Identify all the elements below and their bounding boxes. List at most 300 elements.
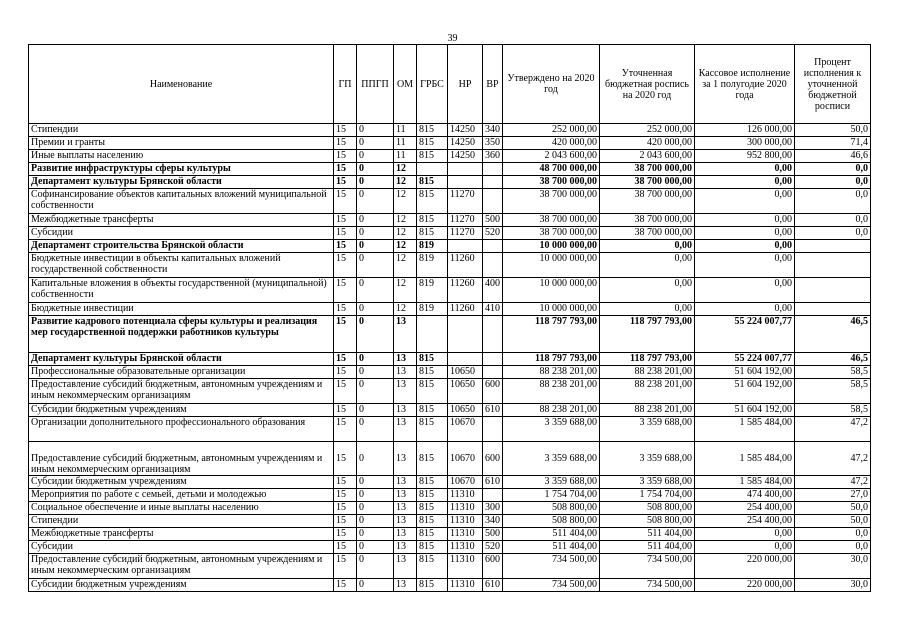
header-gp: ГП bbox=[334, 45, 357, 124]
cell-gp: 15 bbox=[334, 417, 357, 442]
cell-name: Субсидии bbox=[29, 541, 334, 554]
cell-ppgp: 0 bbox=[357, 303, 394, 316]
header-cash: Кассовое исполнение за 1 полугодие 2020 года bbox=[695, 45, 795, 124]
cell-refined: 508 800,00 bbox=[600, 515, 695, 528]
cell-ppgp: 0 bbox=[357, 541, 394, 554]
cell-np bbox=[448, 316, 483, 353]
header-percent: Процент исполнения к уточненной бюджетной росписи bbox=[795, 45, 871, 124]
cell-percent: 46,6 bbox=[795, 150, 871, 163]
cell-name: Стипендии bbox=[29, 124, 334, 137]
cell-gp: 15 bbox=[334, 579, 357, 592]
cell-name: Субсидии bbox=[29, 227, 334, 240]
header-approved: Утверждено на 2020 год bbox=[503, 45, 600, 124]
cell-cash: 126 000,00 bbox=[695, 124, 795, 137]
cell-refined: 0,00 bbox=[600, 253, 695, 278]
cell-grbs: 815 bbox=[417, 476, 448, 489]
cell-ppgp: 0 bbox=[357, 240, 394, 253]
cell-percent: 0,0 bbox=[795, 541, 871, 554]
cell-vr: 520 bbox=[483, 541, 503, 554]
cell-np: 10650 bbox=[448, 404, 483, 417]
cell-vr bbox=[483, 353, 503, 366]
cell-gp: 15 bbox=[334, 442, 357, 476]
cell-cash: 0,00 bbox=[695, 163, 795, 176]
cell-vr bbox=[483, 163, 503, 176]
cell-np bbox=[448, 353, 483, 366]
cell-ppgp: 0 bbox=[357, 124, 394, 137]
cell-grbs: 815 bbox=[417, 379, 448, 404]
table-row bbox=[29, 189, 871, 214]
cell-vr: 350 bbox=[483, 137, 503, 150]
cell-grbs: 815 bbox=[417, 214, 448, 227]
cell-cash: 220 000,00 bbox=[695, 579, 795, 592]
cell-percent: 47,2 bbox=[795, 476, 871, 489]
cell-om: 12 bbox=[394, 214, 417, 227]
cell-om: 12 bbox=[394, 240, 417, 253]
table-row bbox=[29, 176, 871, 189]
cell-percent: 27,0 bbox=[795, 489, 871, 502]
cell-refined: 88 238 201,00 bbox=[600, 366, 695, 379]
cell-percent: 0,0 bbox=[795, 163, 871, 176]
cell-np: 11310 bbox=[448, 502, 483, 515]
cell-om: 11 bbox=[394, 124, 417, 137]
cell-name: Предоставление субсидий бюджетным, автономным учреждениям и иным некоммерческим организациям bbox=[29, 554, 334, 579]
cell-cash: 0,00 bbox=[695, 189, 795, 214]
cell-np: 11270 bbox=[448, 227, 483, 240]
cell-percent: 58,5 bbox=[795, 404, 871, 417]
cell-gp: 15 bbox=[334, 353, 357, 366]
cell-ppgp: 0 bbox=[357, 163, 394, 176]
cell-name: Бюджетные инвестиции в объекты капитальных вложений государственной собственности bbox=[29, 253, 334, 278]
cell-np: 10670 bbox=[448, 476, 483, 489]
cell-gp: 15 bbox=[334, 240, 357, 253]
cell-gp: 15 bbox=[334, 176, 357, 189]
cell-grbs: 815 bbox=[417, 502, 448, 515]
cell-approved: 10 000 000,00 bbox=[503, 278, 600, 303]
cell-gp: 15 bbox=[334, 515, 357, 528]
cell-approved: 508 800,00 bbox=[503, 515, 600, 528]
cell-percent: 47,2 bbox=[795, 442, 871, 476]
cell-np: 10650 bbox=[448, 366, 483, 379]
cell-grbs: 815 bbox=[417, 489, 448, 502]
cell-percent: 50,0 bbox=[795, 515, 871, 528]
cell-approved: 38 700 000,00 bbox=[503, 176, 600, 189]
cell-percent: 46,5 bbox=[795, 353, 871, 366]
cell-refined: 88 238 201,00 bbox=[600, 404, 695, 417]
cell-name: Предоставление субсидий бюджетным, автономным учреждениям и иным некоммерческим организациям bbox=[29, 442, 334, 476]
cell-percent bbox=[795, 278, 871, 303]
cell-vr: 340 bbox=[483, 515, 503, 528]
table-row bbox=[29, 214, 871, 227]
cell-np: 11310 bbox=[448, 554, 483, 579]
table-row bbox=[29, 303, 871, 316]
cell-vr: 610 bbox=[483, 476, 503, 489]
cell-om: 13 bbox=[394, 379, 417, 404]
cell-gp: 15 bbox=[334, 124, 357, 137]
cell-ppgp: 0 bbox=[357, 366, 394, 379]
page-number: 39 bbox=[447, 33, 458, 44]
cell-name: Субсидии бюджетным учреждениям bbox=[29, 404, 334, 417]
cell-gp: 15 bbox=[334, 502, 357, 515]
table-row bbox=[29, 124, 871, 137]
cell-cash: 254 400,00 bbox=[695, 515, 795, 528]
cell-percent: 71,4 bbox=[795, 137, 871, 150]
cell-refined: 118 797 793,00 bbox=[600, 353, 695, 366]
table-row bbox=[29, 137, 871, 150]
cell-grbs: 815 bbox=[417, 150, 448, 163]
cell-refined: 0,00 bbox=[600, 278, 695, 303]
cell-grbs: 815 bbox=[417, 404, 448, 417]
cell-vr: 600 bbox=[483, 442, 503, 476]
cell-approved: 88 238 201,00 bbox=[503, 379, 600, 404]
cell-vr: 360 bbox=[483, 150, 503, 163]
cell-grbs: 815 bbox=[417, 124, 448, 137]
cell-refined: 0,00 bbox=[600, 303, 695, 316]
cell-np: 11310 bbox=[448, 541, 483, 554]
cell-cash: 0,00 bbox=[695, 240, 795, 253]
cell-grbs: 815 bbox=[417, 366, 448, 379]
cell-vr: 520 bbox=[483, 227, 503, 240]
cell-name: Развитие инфраструктуры сферы культуры bbox=[29, 163, 334, 176]
cell-ppgp: 0 bbox=[357, 379, 394, 404]
cell-gp: 15 bbox=[334, 303, 357, 316]
cell-np: 11310 bbox=[448, 579, 483, 592]
cell-cash: 474 400,00 bbox=[695, 489, 795, 502]
cell-cash: 952 800,00 bbox=[695, 150, 795, 163]
header-om: ОМ bbox=[394, 45, 417, 124]
cell-refined: 118 797 793,00 bbox=[600, 316, 695, 353]
budget-table bbox=[28, 44, 871, 592]
cell-cash: 0,00 bbox=[695, 541, 795, 554]
cell-approved: 38 700 000,00 bbox=[503, 214, 600, 227]
cell-percent: 0,0 bbox=[795, 227, 871, 240]
cell-name: Департамент строительства Брянской области bbox=[29, 240, 334, 253]
table-body bbox=[29, 124, 871, 592]
cell-refined: 420 000,00 bbox=[600, 137, 695, 150]
cell-grbs: 815 bbox=[417, 541, 448, 554]
cell-percent: 30,0 bbox=[795, 554, 871, 579]
cell-np: 11310 bbox=[448, 489, 483, 502]
cell-name: Межбюджетные трансферты bbox=[29, 214, 334, 227]
cell-vr: 300 bbox=[483, 502, 503, 515]
cell-approved: 88 238 201,00 bbox=[503, 366, 600, 379]
cell-gp: 15 bbox=[334, 528, 357, 541]
cell-approved: 252 000,00 bbox=[503, 124, 600, 137]
cell-grbs: 815 bbox=[417, 528, 448, 541]
cell-vr bbox=[483, 240, 503, 253]
cell-approved: 2 043 600,00 bbox=[503, 150, 600, 163]
cell-ppgp: 0 bbox=[357, 353, 394, 366]
cell-refined: 508 800,00 bbox=[600, 502, 695, 515]
cell-ppgp: 0 bbox=[357, 489, 394, 502]
cell-gp: 15 bbox=[334, 476, 357, 489]
cell-vr bbox=[483, 366, 503, 379]
cell-approved: 88 238 201,00 bbox=[503, 404, 600, 417]
cell-vr bbox=[483, 189, 503, 214]
cell-approved: 734 500,00 bbox=[503, 554, 600, 579]
cell-om: 13 bbox=[394, 442, 417, 476]
cell-vr bbox=[483, 316, 503, 353]
cell-np: 11260 bbox=[448, 278, 483, 303]
cell-grbs: 815 bbox=[417, 554, 448, 579]
cell-om: 13 bbox=[394, 515, 417, 528]
cell-ppgp: 0 bbox=[357, 515, 394, 528]
cell-name: Мероприятия по работе с семьей, детьми и молодежью bbox=[29, 489, 334, 502]
cell-refined: 3 359 688,00 bbox=[600, 417, 695, 442]
cell-cash: 220 000,00 bbox=[695, 554, 795, 579]
table-row bbox=[29, 541, 871, 554]
cell-gp: 15 bbox=[334, 379, 357, 404]
cell-grbs: 815 bbox=[417, 579, 448, 592]
cell-refined: 38 700 000,00 bbox=[600, 214, 695, 227]
cell-cash: 0,00 bbox=[695, 528, 795, 541]
cell-om: 13 bbox=[394, 404, 417, 417]
cell-refined: 511 404,00 bbox=[600, 528, 695, 541]
cell-om: 11 bbox=[394, 150, 417, 163]
cell-approved: 3 359 688,00 bbox=[503, 476, 600, 489]
cell-grbs bbox=[417, 316, 448, 353]
cell-name: Стипендии bbox=[29, 515, 334, 528]
header-row bbox=[29, 45, 871, 124]
cell-percent: 46,5 bbox=[795, 316, 871, 353]
table-row bbox=[29, 353, 871, 366]
cell-om: 12 bbox=[394, 303, 417, 316]
cell-percent: 47,2 bbox=[795, 417, 871, 442]
table-row bbox=[29, 253, 871, 278]
table-row bbox=[29, 366, 871, 379]
cell-vr: 600 bbox=[483, 554, 503, 579]
cell-om: 13 bbox=[394, 316, 417, 353]
cell-ppgp: 0 bbox=[357, 176, 394, 189]
cell-approved: 118 797 793,00 bbox=[503, 316, 600, 353]
cell-name: Иные выплаты населению bbox=[29, 150, 334, 163]
cell-om: 12 bbox=[394, 253, 417, 278]
cell-grbs: 815 bbox=[417, 353, 448, 366]
cell-name: Профессиональные образовательные организации bbox=[29, 366, 334, 379]
cell-om: 12 bbox=[394, 163, 417, 176]
cell-gp: 15 bbox=[334, 541, 357, 554]
cell-name: Премии и гранты bbox=[29, 137, 334, 150]
cell-refined: 734 500,00 bbox=[600, 579, 695, 592]
cell-gp: 15 bbox=[334, 253, 357, 278]
table-row bbox=[29, 240, 871, 253]
cell-grbs: 819 bbox=[417, 278, 448, 303]
cell-cash: 55 224 007,77 bbox=[695, 353, 795, 366]
cell-ppgp: 0 bbox=[357, 502, 394, 515]
cell-ppgp: 0 bbox=[357, 554, 394, 579]
cell-grbs: 815 bbox=[417, 417, 448, 442]
cell-grbs: 815 bbox=[417, 137, 448, 150]
cell-percent: 0,0 bbox=[795, 528, 871, 541]
cell-refined: 3 359 688,00 bbox=[600, 476, 695, 489]
cell-ppgp: 0 bbox=[357, 316, 394, 353]
cell-om: 12 bbox=[394, 227, 417, 240]
cell-ppgp: 0 bbox=[357, 528, 394, 541]
table-row bbox=[29, 515, 871, 528]
cell-om: 13 bbox=[394, 541, 417, 554]
cell-np: 10650 bbox=[448, 379, 483, 404]
table-row bbox=[29, 476, 871, 489]
header-vr: ВР bbox=[483, 45, 503, 124]
table-row bbox=[29, 150, 871, 163]
cell-om: 13 bbox=[394, 502, 417, 515]
cell-vr bbox=[483, 176, 503, 189]
cell-vr bbox=[483, 253, 503, 278]
cell-grbs: 819 bbox=[417, 303, 448, 316]
header-grbs: ГРБС bbox=[417, 45, 448, 124]
cell-vr: 500 bbox=[483, 528, 503, 541]
cell-cash: 300 000,00 bbox=[695, 137, 795, 150]
cell-approved: 10 000 000,00 bbox=[503, 253, 600, 278]
cell-cash: 0,00 bbox=[695, 214, 795, 227]
cell-np: 14250 bbox=[448, 137, 483, 150]
cell-percent bbox=[795, 253, 871, 278]
cell-vr: 600 bbox=[483, 379, 503, 404]
cell-name: Капитальные вложения в объекты государственной (муниципальной) собственности bbox=[29, 278, 334, 303]
cell-name: Бюджетные инвестиции bbox=[29, 303, 334, 316]
cell-vr: 340 bbox=[483, 124, 503, 137]
cell-cash: 254 400,00 bbox=[695, 502, 795, 515]
cell-refined: 252 000,00 bbox=[600, 124, 695, 137]
cell-ppgp: 0 bbox=[357, 227, 394, 240]
cell-ppgp: 0 bbox=[357, 150, 394, 163]
cell-grbs: 819 bbox=[417, 253, 448, 278]
cell-om: 12 bbox=[394, 176, 417, 189]
cell-name: Департамент культуры Брянской области bbox=[29, 176, 334, 189]
cell-gp: 15 bbox=[334, 189, 357, 214]
cell-approved: 734 500,00 bbox=[503, 579, 600, 592]
cell-approved: 420 000,00 bbox=[503, 137, 600, 150]
table-row bbox=[29, 528, 871, 541]
cell-approved: 3 359 688,00 bbox=[503, 442, 600, 476]
table-row bbox=[29, 379, 871, 404]
cell-np: 11270 bbox=[448, 214, 483, 227]
cell-approved: 1 754 704,00 bbox=[503, 489, 600, 502]
cell-percent: 0,0 bbox=[795, 189, 871, 214]
cell-grbs: 815 bbox=[417, 442, 448, 476]
cell-ppgp: 0 bbox=[357, 253, 394, 278]
cell-refined: 88 238 201,00 bbox=[600, 379, 695, 404]
cell-ppgp: 0 bbox=[357, 442, 394, 476]
cell-grbs: 815 bbox=[417, 189, 448, 214]
cell-gp: 15 bbox=[334, 278, 357, 303]
cell-name: Софинансирование объектов капитальных вложений муниципальной собственности bbox=[29, 189, 334, 214]
cell-gp: 15 bbox=[334, 163, 357, 176]
cell-gp: 15 bbox=[334, 366, 357, 379]
table-row bbox=[29, 316, 871, 353]
cell-np: 11260 bbox=[448, 253, 483, 278]
cell-np bbox=[448, 240, 483, 253]
cell-cash: 0,00 bbox=[695, 253, 795, 278]
cell-percent bbox=[795, 240, 871, 253]
cell-grbs: 815 bbox=[417, 227, 448, 240]
cell-gp: 15 bbox=[334, 554, 357, 579]
cell-percent: 0,0 bbox=[795, 214, 871, 227]
cell-refined: 38 700 000,00 bbox=[600, 189, 695, 214]
cell-ppgp: 0 bbox=[357, 404, 394, 417]
cell-name: Организации дополнительного профессионального образования bbox=[29, 417, 334, 442]
cell-percent bbox=[795, 303, 871, 316]
cell-grbs: 815 bbox=[417, 176, 448, 189]
cell-approved: 48 700 000,00 bbox=[503, 163, 600, 176]
cell-gp: 15 bbox=[334, 404, 357, 417]
cell-np: 11270 bbox=[448, 189, 483, 214]
cell-name: Субсидии бюджетным учреждениям bbox=[29, 579, 334, 592]
cell-refined: 3 359 688,00 bbox=[600, 442, 695, 476]
table-row bbox=[29, 554, 871, 579]
cell-cash: 55 224 007,77 bbox=[695, 316, 795, 353]
cell-gp: 15 bbox=[334, 316, 357, 353]
cell-vr: 410 bbox=[483, 303, 503, 316]
cell-grbs: 815 bbox=[417, 515, 448, 528]
cell-gp: 15 bbox=[334, 137, 357, 150]
cell-percent: 50,0 bbox=[795, 502, 871, 515]
cell-percent: 58,5 bbox=[795, 366, 871, 379]
header-refined: Уточненная бюджетная роспись на 2020 год bbox=[600, 45, 695, 124]
cell-np bbox=[448, 163, 483, 176]
cell-vr bbox=[483, 417, 503, 442]
cell-cash: 0,00 bbox=[695, 176, 795, 189]
cell-approved: 3 359 688,00 bbox=[503, 417, 600, 442]
cell-cash: 0,00 bbox=[695, 278, 795, 303]
header-ppgp: ППГП bbox=[357, 45, 394, 124]
cell-refined: 2 043 600,00 bbox=[600, 150, 695, 163]
cell-om: 13 bbox=[394, 528, 417, 541]
table-row bbox=[29, 579, 871, 592]
cell-np: 11310 bbox=[448, 528, 483, 541]
table-row bbox=[29, 404, 871, 417]
cell-refined: 734 500,00 bbox=[600, 554, 695, 579]
cell-om: 11 bbox=[394, 137, 417, 150]
cell-ppgp: 0 bbox=[357, 579, 394, 592]
cell-np: 11310 bbox=[448, 515, 483, 528]
cell-approved: 511 404,00 bbox=[503, 528, 600, 541]
cell-percent: 30,0 bbox=[795, 579, 871, 592]
table-row bbox=[29, 417, 871, 442]
cell-ppgp: 0 bbox=[357, 476, 394, 489]
cell-om: 13 bbox=[394, 417, 417, 442]
cell-cash: 0,00 bbox=[695, 227, 795, 240]
cell-np bbox=[448, 176, 483, 189]
cell-name: Департамент культуры Брянской области bbox=[29, 353, 334, 366]
header-np: НР bbox=[448, 45, 483, 124]
table-row bbox=[29, 502, 871, 515]
cell-vr: 400 bbox=[483, 278, 503, 303]
cell-name: Развитие кадрового потенциала сферы культуры и реализация мер государственной поддержки работников культуры bbox=[29, 316, 334, 353]
cell-vr: 610 bbox=[483, 404, 503, 417]
table-row bbox=[29, 227, 871, 240]
table-row bbox=[29, 442, 871, 476]
cell-refined: 0,00 bbox=[600, 240, 695, 253]
cell-grbs bbox=[417, 163, 448, 176]
cell-approved: 511 404,00 bbox=[503, 541, 600, 554]
cell-gp: 15 bbox=[334, 150, 357, 163]
table-row bbox=[29, 163, 871, 176]
cell-cash: 51 604 192,00 bbox=[695, 404, 795, 417]
cell-cash: 1 585 484,00 bbox=[695, 476, 795, 489]
cell-cash: 0,00 bbox=[695, 303, 795, 316]
cell-np: 14250 bbox=[448, 150, 483, 163]
table-row bbox=[29, 489, 871, 502]
cell-ppgp: 0 bbox=[357, 278, 394, 303]
cell-om: 13 bbox=[394, 366, 417, 379]
cell-om: 13 bbox=[394, 579, 417, 592]
cell-gp: 15 bbox=[334, 214, 357, 227]
cell-approved: 10 000 000,00 bbox=[503, 303, 600, 316]
cell-gp: 15 bbox=[334, 227, 357, 240]
cell-refined: 38 700 000,00 bbox=[600, 227, 695, 240]
cell-percent: 58,5 bbox=[795, 379, 871, 404]
cell-om: 12 bbox=[394, 189, 417, 214]
